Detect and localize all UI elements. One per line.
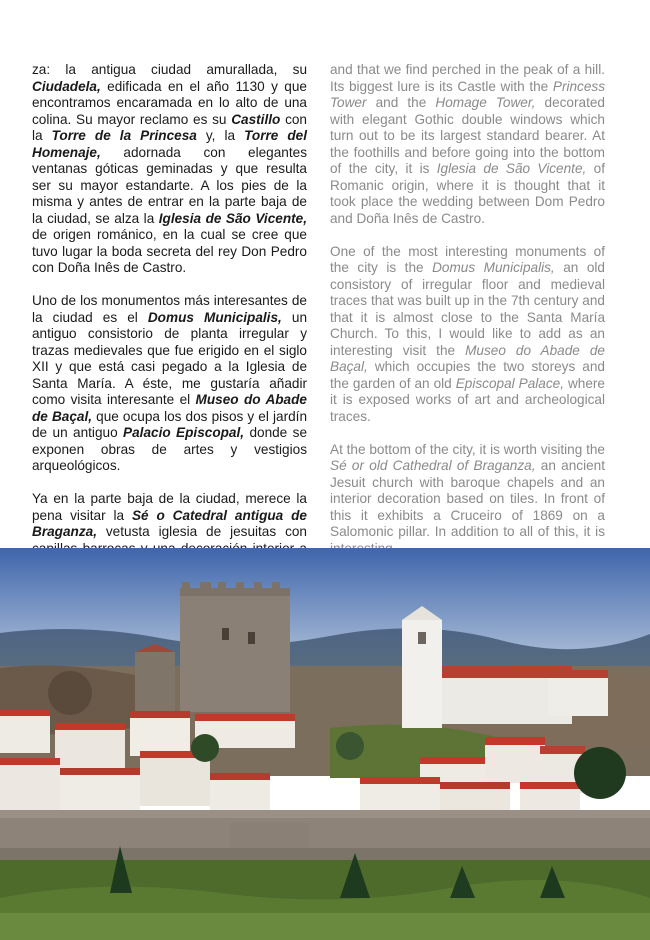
text-run: where it is exposed works of art and archeological traces. [330,375,605,424]
text-run: con la [32,111,307,143]
spanish-paragraph-2 [32,293,307,475]
emphasized-name: Iglesia de São Vicente, [436,161,587,176]
emphasized-name: Museo do Abade de Baçal, [32,392,307,424]
text-run: que ocupa los dos pisos y el jardín de un antiguo [32,408,307,440]
emphasized-name: Sé or old Cathedral of Braganza, [330,458,536,473]
text-run: za: la antigua ciudad amurallada, su [32,62,307,77]
braganza-citadel-photo [0,548,650,940]
text-run: decorated with elegant Gothic double windows which turn out to be its largest standard bearer. At the foothills and before going into the bottom of the city, it is [330,95,605,176]
emphasized-name: Torre de la Princesa [51,128,197,143]
emphasized-name: Princess Tower [330,78,605,110]
text-run: and that we find perched in the peak of a hill. Its biggest lure is its Castle with the [330,62,605,94]
text-run: an ancient Jesuit church with baroque chapels and an interior decoration based on tiles. In front of this it exhibits a Cruceiro of 1869 on a Salomonic pillar. In addition to all of this, it is [330,458,605,539]
emphasized-name: Castillo [231,111,281,127]
text-run: which occupies the two storeys and the garden of an old [330,359,605,391]
text-run: an old consistory of irregular floor and medieval traces that was built up in the 7th century and that it is almost close to the Santa María Church. To this, I would like to add as an interesting visit the [330,260,605,358]
emphasized-name: Torre del Homenaje, [32,128,308,160]
text-run: Ya en la parte baja de la ciudad, merece la pena visitar la [32,491,307,523]
text-run: un antiguo consistorio de planta irregular y trazas medievales que fue erigido en el siglo XII y que está casi pegado a la Iglesia de Santa María. A éste, me gustaría añadir como visita interesante el [32,309,308,407]
text-run: One of the most interesting monuments of the city is the [330,243,605,275]
emphasized-name: Episcopal Palace, [455,375,564,391]
emphasized-name: Palacio Episcopal, [123,425,245,440]
emphasized-name: Museo do Abade de Baçal, [330,342,605,374]
text-run: Uno de los monumentos más interesantes de la ciudad es el [32,293,307,325]
text-run: adornada con elegantes ventanas góticas geminadas y que resulta ser su mayor estandarte. A los pies de la misma y antes de entrar en la parte baja de la ciudad, se alza la [32,144,307,226]
text-run: y, la [196,128,245,143]
spanish-paragraph-1 [32,62,307,277]
text-run: de origen románico, en la cual se cree que tuvo lugar la boda secreta del rey Don Pedro con Doña Inês de Castro. [32,227,307,275]
emphasized-name: Sé o Catedral antigua de Braganza, [32,507,307,539]
emphasized-name: Domus Municipalis, [432,260,555,275]
emphasized-name: Domus Municipalis, [147,309,282,325]
text-run: vetusta iglesia de jesuitas con [105,524,307,539]
text-run: and the [366,95,436,110]
spanish-text-column [32,62,307,590]
emphasized-name: Ciudadela, [32,78,101,94]
emphasized-name: Iglesia de São Vicente, [158,210,307,226]
text-run: edificada en el año 1130 y que encontramos encaramada en lo alto de una colina. Su mayor reclamo es su [32,78,307,127]
english-paragraph-2 [330,244,605,426]
english-text-column [330,62,605,574]
english-paragraph-1 [330,62,605,227]
emphasized-name: Homage Tower, [435,95,536,110]
text-run: At the bottom of the city, it is worth visiting the [330,441,605,457]
text-run: donde se exponen obras de artes y vestigios arqueológicos. [32,425,308,473]
homage-tower [180,594,290,712]
english-paragraph-3 [330,442,605,558]
text-run: of Romanic origin, where it is thought that it took place the wedding between Dom Pedro and Doña Inês de Castro. [330,161,605,226]
